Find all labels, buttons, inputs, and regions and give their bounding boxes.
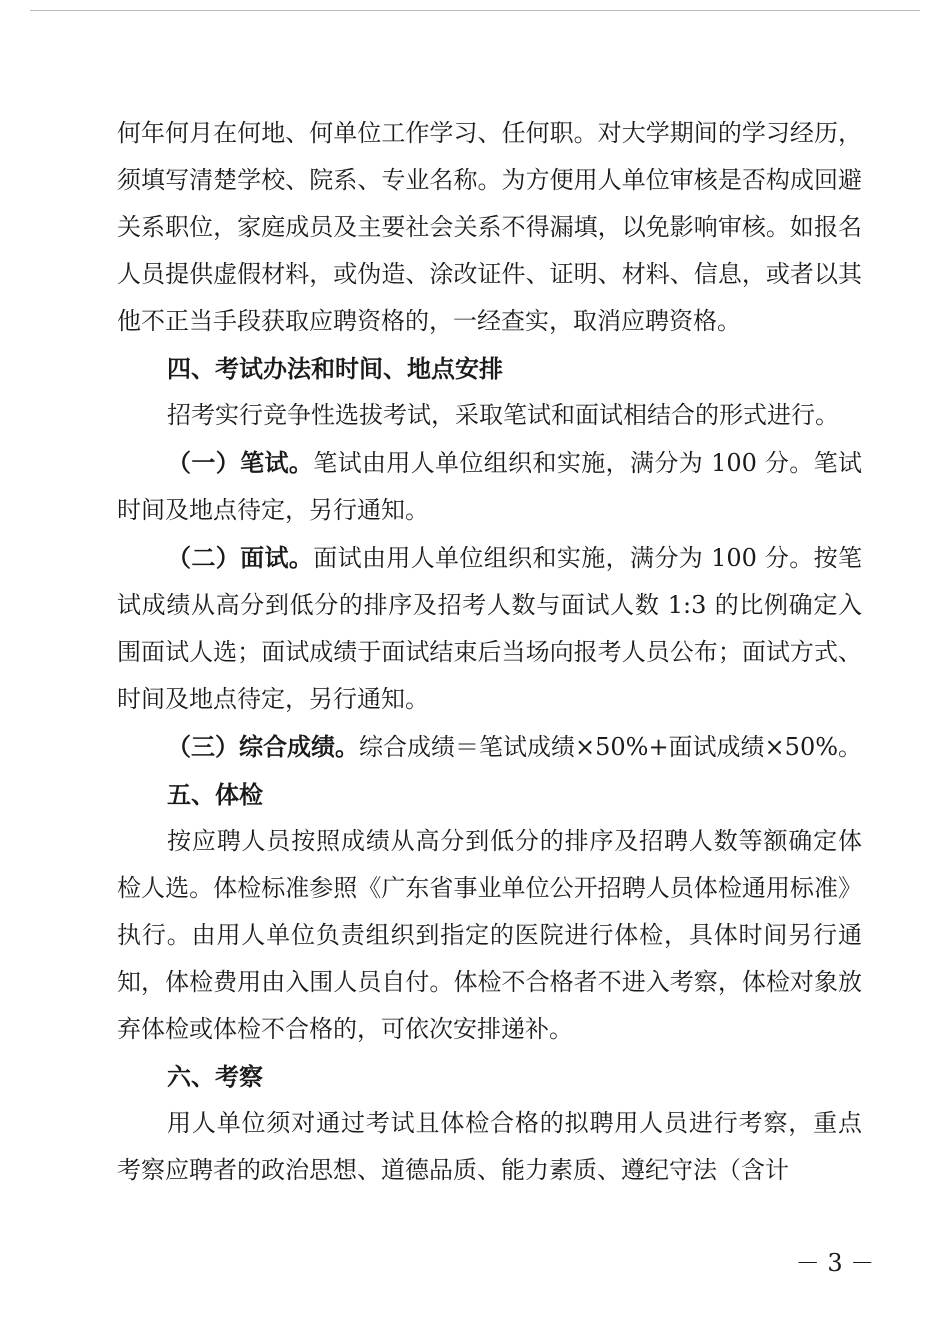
paragraph-application-requirements: 何年何月在何地、何单位工作学习、任何职。对大学期间的学习经历，须填写清楚学校、院系、专业名称。为方便用人单位审核是否构成回避关系职位，家庭成员及主要社会关系不得漏填，以免影响审核。如报名人员提供虚假材料，或伪造、涂改证件、证明、材料、信息，或者以其他不正当手段获取应聘资格的，一经查实，取消应聘资格。 (117, 119, 862, 335)
paragraph-medical-exam: 按应聘人员按照成绩从高分到低分的排序及招聘人数等额确定体检人选。体检标准参照《广东省事业单位公开招聘人员体检通用标准》执行。由用人单位负责组织到指定的医院进行体检，具体时间另行通知，体检费用由入围人员自付。体检不合格者不进入考察，体检对象放弃体检或体检不合格的，可依次安排递补。 (117, 827, 862, 1043)
written-exam-label: （一）笔试。 (167, 448, 314, 477)
paragraph-interview (117, 534, 862, 723)
section-heading-exam: 四、考试办法和时间、地点安排 (167, 354, 503, 383)
scan-edge-line (30, 10, 920, 11)
interview-label: （二）面试。 (167, 543, 314, 572)
combined-score-text: 综合成绩＝笔试成绩×50%+面试成绩×50%。 (359, 733, 863, 761)
combined-score-label: （三）综合成绩。 (167, 732, 359, 761)
paragraph-exam-intro: 招考实行竞争性选拔考试，采取笔试和面试相结合的形式进行。 (167, 401, 839, 429)
section-heading-inspection: 六、考察 (167, 1062, 263, 1091)
page-number: － 3 － (795, 1249, 875, 1277)
paragraph-written-exam (117, 439, 862, 534)
interview-text: 面试由用人单位组织和实施，满分为 100 分。按笔试成绩从高分到低分的排序及招考人数与面试人数 1:3 的比例确定入围面试人选；面试成绩于面试结束后当场向报考人员公布；面试方式、时间及地点待定，另行通知。 (117, 544, 863, 713)
written-exam-text: 笔试由用人单位组织和实施，满分为 100 分。笔试时间及地点待定，另行通知。 (117, 449, 863, 524)
document-body (117, 110, 862, 1194)
paragraph-combined-score (117, 723, 862, 771)
section-heading-medical: 五、体检 (167, 780, 263, 809)
paragraph-inspection: 用人单位须对通过考试且体检合格的拟聘用人员进行考察，重点考察应聘者的政治思想、道德品质、能力素质、遵纪守法（含计 (117, 1109, 862, 1184)
